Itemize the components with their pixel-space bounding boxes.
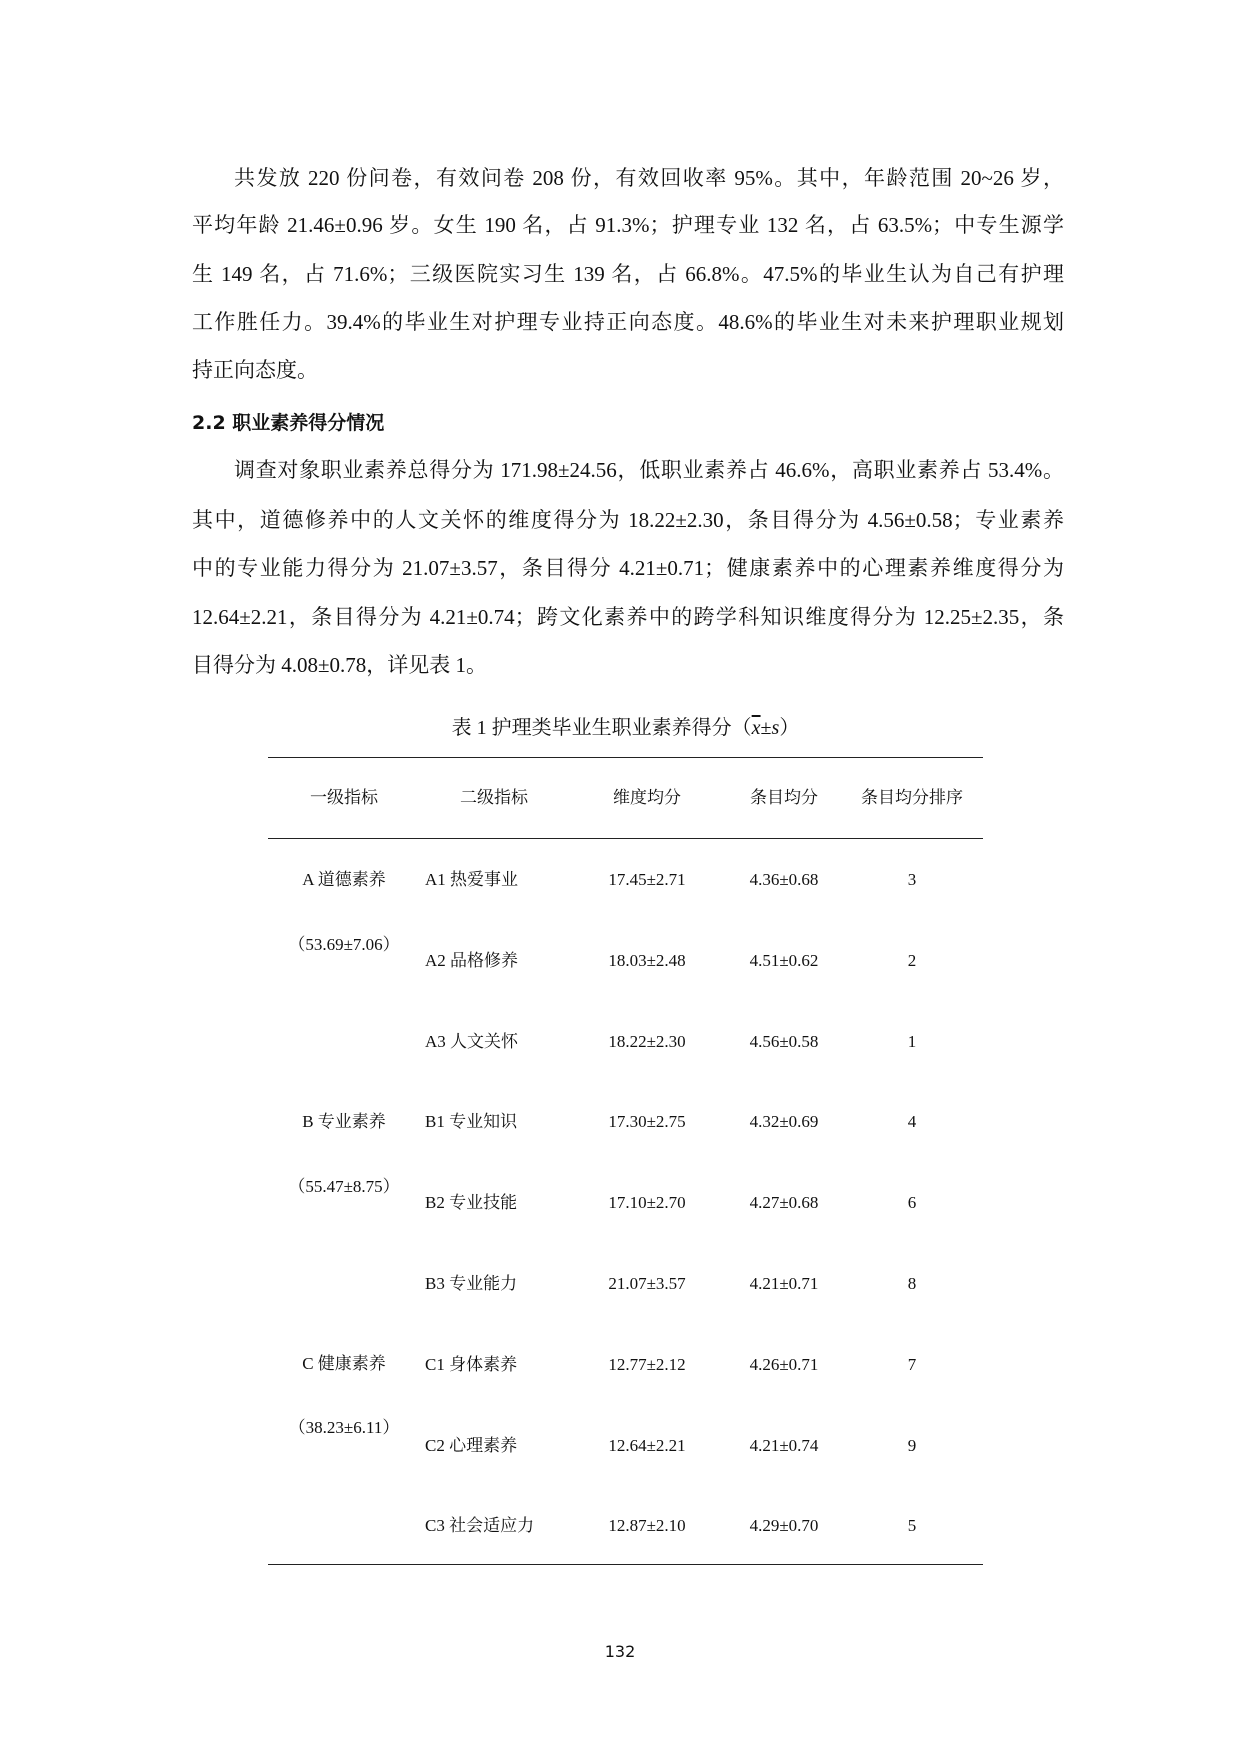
row-item-mean: 4.51±0.62 xyxy=(749,950,819,970)
caption-close: ） xyxy=(779,717,800,739)
row-dim-mean: 12.87±2.10 xyxy=(608,1516,686,1536)
text-line: 平均年龄 21.46±0.96 岁。女生 190 名，占 91.3%；护理专业 132 名，占 63.5%；中专生源学 xyxy=(192,213,1064,237)
caption-pm: ± xyxy=(760,717,772,739)
row-item-mean: 4.36±0.68 xyxy=(749,870,819,889)
row-rank: 3 xyxy=(907,870,917,889)
row-indicator: A1 热爱事业 xyxy=(425,870,519,889)
row-dim-mean: 17.10±2.70 xyxy=(608,1193,686,1213)
text-line: 目得分为 4.08±0.78，详见表 1。 xyxy=(192,653,488,677)
text-line: 调查对象职业素养总得分为 171.98±24.56，低职业素养占 46.6%，高职业素养占 53.4%。 xyxy=(234,458,1064,482)
table-header-rule xyxy=(268,838,983,839)
caption-mean-symbol: $\overline{x}$ xyxy=(751,717,761,739)
row-indicator: C2 心理素养 xyxy=(425,1435,518,1455)
text-line: 共发放 220 份问卷，有效问卷 208 份，有效回收率 95%。其中，年龄范围 20~26 岁， xyxy=(234,166,1064,190)
row-indicator: B2 专业技能 xyxy=(425,1193,518,1213)
row-item-mean: 4.56±0.58 xyxy=(749,1031,819,1051)
group-score: （38.23±6.11） xyxy=(288,1418,400,1437)
text-line: 12.64±2.21，条目得分为 4.21±0.74；跨文化素养中的跨学科知识维度得分为 12.25±2.35，条 xyxy=(192,605,1064,629)
section-heading: 2.2 职业素养得分情况 xyxy=(192,412,385,434)
row-dim-mean: 18.22±2.30 xyxy=(608,1031,686,1051)
row-item-mean: 4.21±0.74 xyxy=(749,1435,819,1455)
row-indicator: A3 人文关怀 xyxy=(425,1031,519,1051)
row-item-mean: 4.29±0.70 xyxy=(749,1516,819,1536)
row-dim-mean: 17.45±2.71 xyxy=(608,870,686,889)
row-indicator: C3 社会适应力 xyxy=(425,1516,535,1536)
table-caption xyxy=(268,713,983,743)
text-line: 生 149 名，占 71.6%；三级医院实习生 139 名，占 66.8%。47.5%的毕业生认为自己有护理 xyxy=(192,262,1064,286)
table-top-rule xyxy=(268,757,983,758)
text-line: 工作胜任力。39.4%的毕业生对护理专业持正向态度。48.6%的毕业生对未来护理职业规划 xyxy=(192,310,1064,334)
page-number: 132 xyxy=(604,1642,636,1661)
row-rank: 1 xyxy=(907,1031,917,1051)
header-item-mean: 条目均分 xyxy=(750,788,818,807)
row-indicator: A2 品格修养 xyxy=(425,950,519,970)
row-rank: 6 xyxy=(907,1193,917,1213)
row-dim-mean: 18.03±2.48 xyxy=(608,950,686,970)
row-item-mean: 4.21±0.71 xyxy=(749,1274,819,1293)
row-rank: 7 xyxy=(907,1354,917,1374)
row-rank: 5 xyxy=(907,1516,917,1536)
text-line: 持正向态度。 xyxy=(192,358,318,382)
group-score: （55.47±8.75） xyxy=(288,1177,400,1196)
text-line: 其中，道德修养中的人文关怀的维度得分为 18.22±2.30，条目得分为 4.56±0.58；专业素养 xyxy=(192,508,1064,532)
group-name: B 专业素养 xyxy=(302,1112,386,1131)
row-rank: 9 xyxy=(907,1435,917,1455)
text-line: 中的专业能力得分为 21.07±3.57，条目得分 4.21±0.71；健康素养中的心理素养维度得分为 xyxy=(192,556,1064,580)
row-item-mean: 4.27±0.68 xyxy=(749,1193,819,1213)
row-rank: 4 xyxy=(907,1112,917,1132)
header-level2: 二级指标 xyxy=(460,788,528,807)
row-dim-mean: 21.07±3.57 xyxy=(608,1274,686,1293)
row-item-mean: 4.32±0.69 xyxy=(749,1112,819,1132)
row-indicator: B1 专业知识 xyxy=(425,1112,518,1132)
row-indicator: B3 专业能力 xyxy=(425,1274,518,1293)
header-dim-mean: 维度均分 xyxy=(613,788,681,807)
caption-sd-symbol: s xyxy=(771,717,780,739)
row-rank: 8 xyxy=(907,1274,917,1293)
table-bottom-rule xyxy=(268,1564,983,1565)
row-dim-mean: 17.30±2.75 xyxy=(608,1112,686,1132)
header-rank: 条目均分排序 xyxy=(861,788,963,807)
header-level1: 一级指标 xyxy=(310,788,378,807)
row-dim-mean: 12.77±2.12 xyxy=(608,1354,686,1374)
row-dim-mean: 12.64±2.21 xyxy=(608,1435,686,1455)
group-name: A 道德素养 xyxy=(302,870,386,889)
row-indicator: C1 身体素养 xyxy=(425,1354,518,1374)
group-score: （53.69±7.06） xyxy=(288,935,400,954)
group-name: C 健康素养 xyxy=(302,1354,386,1373)
row-rank: 2 xyxy=(907,950,917,970)
caption-text: 表 1 护理类毕业生职业素养得分（ xyxy=(451,717,752,739)
row-item-mean: 4.26±0.71 xyxy=(749,1354,819,1374)
